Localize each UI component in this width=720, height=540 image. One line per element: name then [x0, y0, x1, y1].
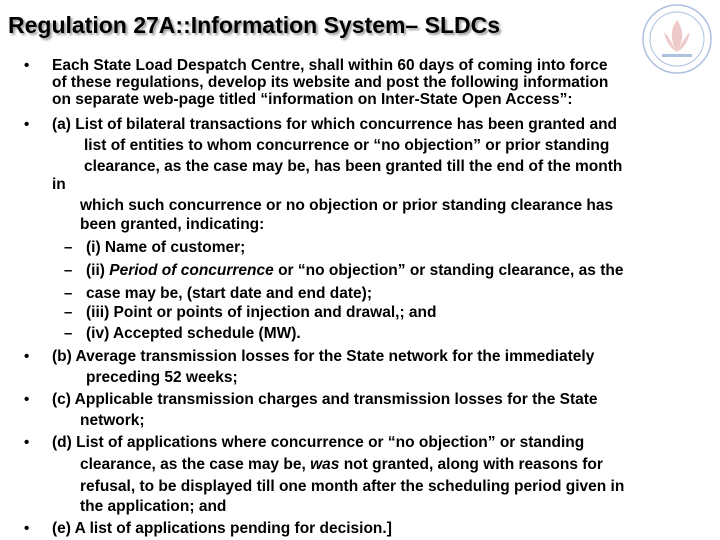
dash-marker: – [64, 285, 73, 302]
item-d-line: clearance, as the case may be, was not granted, along with reasons for [80, 456, 603, 473]
item-d-line: refusal, to be displayed till one month after the scheduling period given in [80, 478, 625, 495]
item-c-line: (c) Applicable transmission charges and transmission losses for the State [52, 391, 598, 408]
item-d-line: (d) List of applications where concurrence or “no objection” or standing [52, 434, 585, 451]
bullet-e: • [24, 520, 30, 537]
sub-item-iii: (iii) Point or points of injection and drawal,; and [86, 304, 437, 321]
item-c-line: network; [80, 412, 145, 429]
bullet-d: • [24, 434, 30, 451]
item-b-line: (b) Average transmission losses for the State network for the immediately [52, 348, 595, 365]
intro-line: Each State Load Despatch Centre, shall within 60 days of coming into force [52, 57, 608, 74]
dash-marker: – [64, 262, 73, 279]
dash-marker: – [64, 239, 73, 256]
item-a-line: been granted, indicating: [80, 216, 265, 233]
sub-item-iv: (iv) Accepted schedule (MW). [86, 325, 301, 342]
item-a-line: in [52, 176, 66, 193]
item-d-italic: was [310, 456, 340, 473]
bullet-intro: • [24, 57, 30, 74]
intro-line: of these regulations, develop its website and post the following information [52, 74, 609, 91]
sub-item-ii-cont: case may be, (start date and end date); [86, 285, 372, 302]
item-a-line: (a) List of bilateral transactions for which concurrence has been granted and [52, 116, 618, 133]
item-d-line: the application; and [80, 498, 227, 515]
bullet-b: • [24, 348, 30, 365]
intro-line: on separate web-page titled “information on Inter-State Open Access”: [52, 91, 573, 108]
dash-marker: – [64, 304, 73, 321]
dash-marker: – [64, 325, 73, 342]
sub-item-ii-italic: Period of concurrence [109, 262, 274, 279]
sub-item-i: (i) Name of customer; [86, 239, 246, 256]
bullet-c: • [24, 391, 30, 408]
bullet-a: • [24, 116, 30, 133]
item-a-line: which such concurrence or no objection or prior standing clearance has [80, 197, 614, 214]
item-a-line: list of entities to whom concurrence or “no objection” or prior standing [84, 137, 610, 154]
item-e-line: (e) A list of applications pending for decision.] [52, 520, 392, 537]
item-b-line: preceding 52 weeks; [86, 369, 238, 386]
slide-title: Regulation 27A::Information System– SLDCs [8, 12, 501, 38]
item-a-line: clearance, as the case may be, has been granted till the end of the month [84, 158, 623, 175]
sub-item-ii: (ii) Period of concurrence or “no objection” or standing clearance, as the [86, 262, 624, 279]
